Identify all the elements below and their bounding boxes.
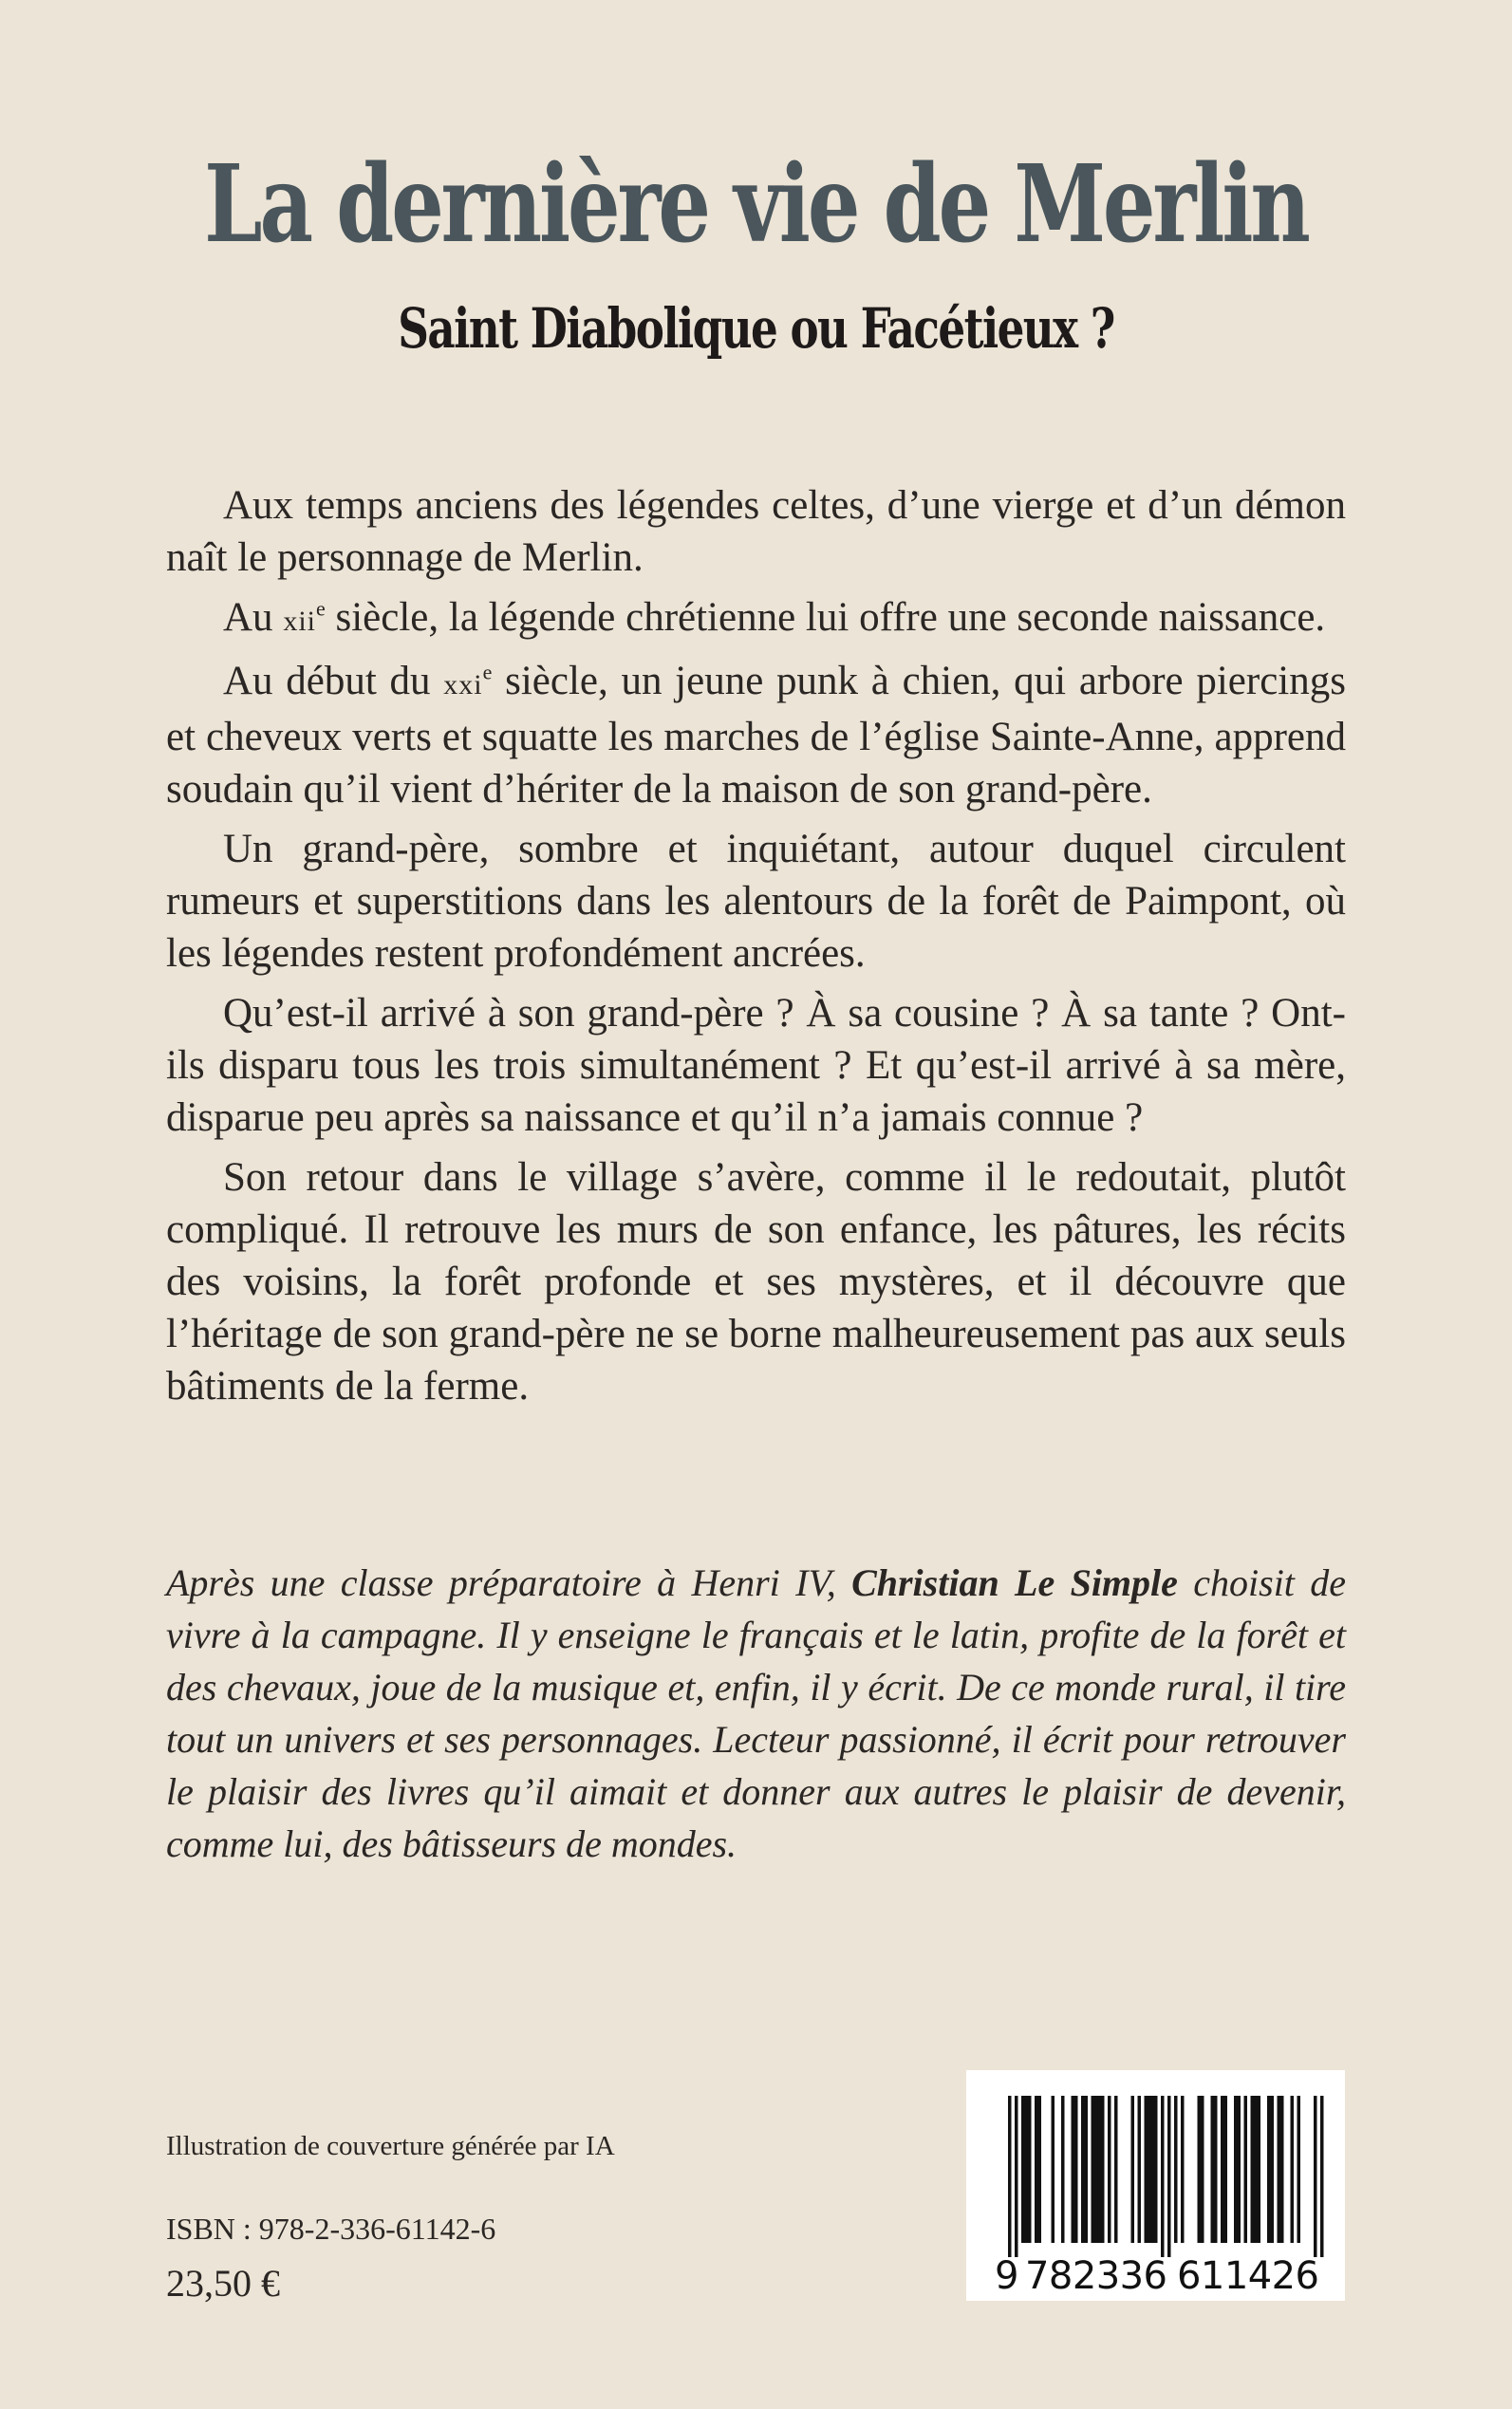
barcode-bar	[1072, 2096, 1075, 2243]
barcode-bar	[1280, 2096, 1284, 2243]
text: Au début du	[223, 659, 444, 703]
barcode-bar	[1094, 2096, 1098, 2243]
barcode	[966, 2070, 1345, 2301]
barcode-bar	[1251, 2096, 1255, 2243]
summary	[166, 479, 1346, 1420]
book-title: La dernière vie de Merlin	[204, 142, 1308, 267]
barcode-bar	[1271, 2096, 1275, 2243]
barcode-bar	[1161, 2096, 1165, 2257]
barcode-bar	[1238, 2096, 1241, 2243]
barcode-bar	[1154, 2096, 1158, 2243]
barcode-bar	[1258, 2096, 1261, 2243]
barcode-bar	[1244, 2096, 1248, 2243]
barcode-bar	[1254, 2096, 1258, 2243]
barcode-bar	[1221, 2096, 1224, 2243]
isbn: ISBN : 978-2-336-61142-6	[166, 2212, 496, 2246]
ordinal: e	[482, 660, 493, 684]
text: choisit de vivre à la campagne. Il y enseigne le français et le latin, profite de la forêt et des chevaux, joue de la musique et, enfin, il y écrit. De ce monde rural, il tire tout un univers et ses personnages. Lecteur passionné, il écrit pour retrouver le plaisir des livres qu’il aimait et donner aux autres le plaisir de devenir, comme lui, des bâtisseurs de mondes.	[166, 1561, 1347, 1865]
summary-paragraph	[166, 591, 1346, 647]
author-bio	[166, 1557, 1346, 1870]
ordinal: e	[315, 596, 326, 621]
price: 23,50 €	[166, 2262, 280, 2305]
barcode-bar	[1291, 2096, 1295, 2243]
barcode-bar	[1145, 2096, 1148, 2243]
barcode-bar	[1074, 2096, 1078, 2243]
summary-paragraph: Un grand-père, sombre et inquiétant, autour duquel circulent rumeurs et superstitions dans les alentours de la forêt de Paimpont, où les légendes restent profondément ancrées.	[166, 827, 1346, 976]
barcode-bar	[1038, 2096, 1042, 2243]
barcode-first-digit: 9	[995, 2254, 1019, 2298]
barcode-bar	[1198, 2096, 1202, 2243]
barcode-bar	[1297, 2096, 1301, 2243]
barcode-bar	[1021, 2096, 1025, 2243]
century: xxi	[443, 669, 483, 700]
barcode-bar	[1098, 2096, 1102, 2243]
barcode-bar	[1008, 2096, 1012, 2257]
barcode-bar	[1167, 2096, 1171, 2257]
barcode-right-digits: 611426	[1177, 2254, 1319, 2298]
barcode-bar	[1181, 2096, 1185, 2243]
barcode-bar	[1052, 2096, 1055, 2243]
book-subtitle: Saint Diabolique ou Facétieux ?	[398, 296, 1114, 361]
barcode-bar	[1267, 2096, 1271, 2243]
century: xii	[283, 606, 316, 637]
summary-paragraph	[166, 655, 1346, 815]
barcode-bar	[1211, 2096, 1215, 2243]
barcode-bar	[1108, 2096, 1111, 2243]
text: Après une classe préparatoire à Henri IV,	[166, 1561, 852, 1604]
barcode-left-digits: 782336	[1025, 2254, 1167, 2298]
barcode-bar	[1148, 2096, 1151, 2243]
barcode-bar	[1151, 2096, 1155, 2243]
barcode-bar	[1214, 2096, 1218, 2243]
text: siècle, un jeune punk à chien, qui arbore piercings et cheveux verts et squatte les marches de l’église Sainte-Anne, apprend soudain qu’il vient d’hériter de la maison de son grand-père.	[166, 659, 1346, 812]
barcode-bar	[1138, 2096, 1142, 2243]
barcode-graphic	[966, 2070, 1345, 2301]
barcode-bar	[1015, 2096, 1018, 2257]
barcode-bar	[1174, 2096, 1178, 2243]
barcode-bar	[1061, 2096, 1065, 2243]
barcode-bar	[1131, 2096, 1135, 2243]
summary-paragraph: Qu’est-il arrivé à son grand-père ? À sa cousine ? À sa tante ? Ont-ils disparu tous les trois simultanément ? Et qu’est-il arrivé à sa mère, disparue peu après sa naissance et qu’il n’a jamais connue ?	[166, 991, 1346, 1140]
barcode-bar	[1278, 2096, 1281, 2243]
summary-paragraph: Aux temps anciens des légendes celtes, d’une vierge et d’un démon naît le personnage de Merlin.	[166, 483, 1346, 580]
illustration-credit: Illustration de couverture générée par IA	[166, 2131, 615, 2161]
text: siècle, la légende chrétienne lui offre une seconde naissance.	[325, 595, 1326, 640]
summary-paragraph: Son retour dans le village s’avère, comme il le redoutait, plutôt compliqué. Il retrouve les murs de son enfance, les pâtures, les récits des voisins, la forêt profonde et ses mystères, et il découvre que l’héritage de son grand-père ne se borne malheureusement pas aux seuls bâtiments de la ferme.	[166, 1155, 1346, 1409]
barcode-bar	[1035, 2096, 1038, 2243]
barcode-bar	[1085, 2096, 1089, 2243]
barcode-bar	[1101, 2096, 1105, 2243]
barcode-bar	[1025, 2096, 1029, 2243]
barcode-bar	[1224, 2096, 1228, 2243]
barcode-bar	[1092, 2096, 1095, 2243]
author-name: Christian Le Simple	[851, 1561, 1178, 1604]
barcode-bar	[1028, 2096, 1032, 2243]
barcode-bar	[1081, 2096, 1085, 2243]
barcode-bar	[1314, 2096, 1317, 2257]
barcode-bar	[1114, 2096, 1118, 2243]
barcode-bar	[1201, 2096, 1204, 2243]
text: Au	[223, 595, 284, 640]
barcode-bar	[1234, 2096, 1238, 2243]
barcode-bar	[1320, 2096, 1324, 2257]
